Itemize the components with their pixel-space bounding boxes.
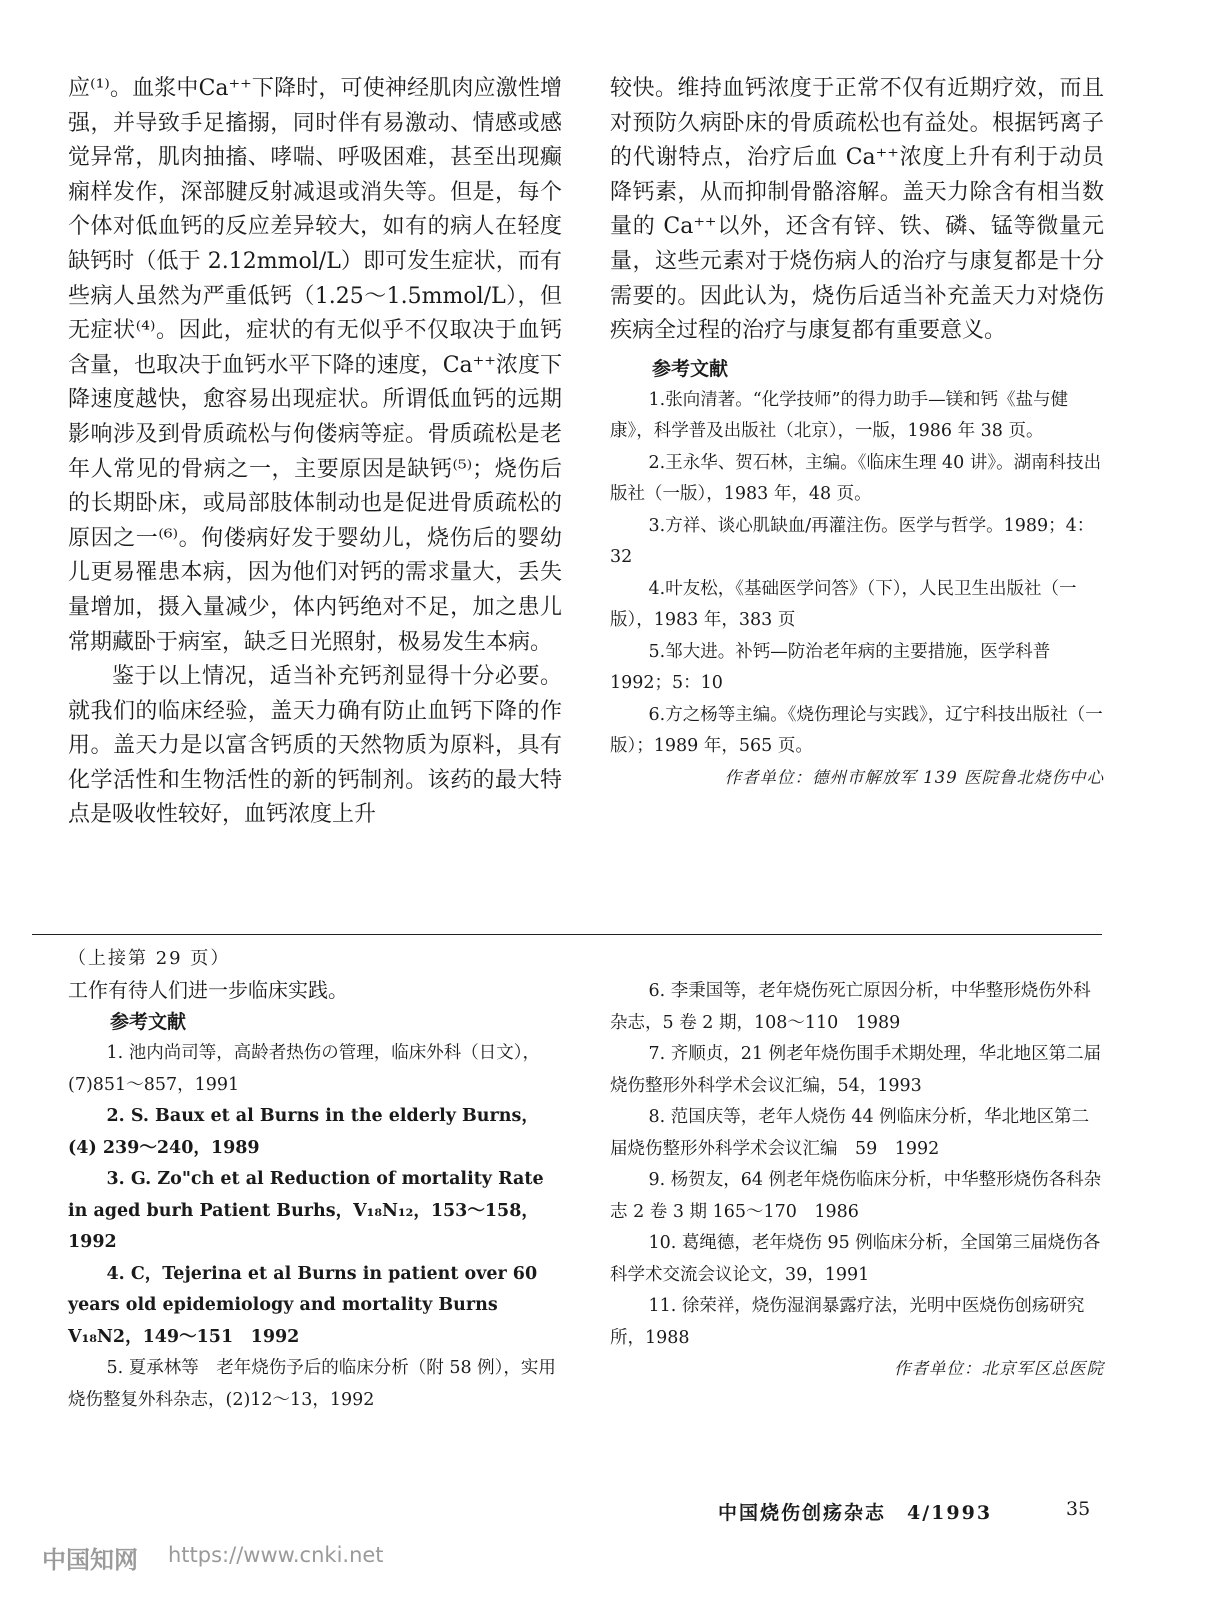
body-paragraph-3: 较快。维持血钙浓度于正常不仅有近期疗效，而且对预防久病卧床的骨质疏松也有益处。根据钙离子的代谢特点，治疗后血 Ca⁺⁺浓度上升有利于动员降钙素，从而抑制骨骼溶解。盖天力除含有相当数量的 Ca⁺⁺以外，还含有锌、铁、磷、锰等微量元量，这些元素对于烧伤病人的治疗与康复都是十分需要的。因此认为，烧伤后适当补充盖天力对烧伤疾病全过程的治疗与康复都有重要意义。: [610, 76, 1104, 344]
reference-item: 4.叶友松，《基础医学问答》（下），人民卫生出版社（一版），1983 年，383 页: [610, 578, 1077, 631]
reference-item: 1.张向清著。“化学技师”的得力助手—镁和钙《盐与健康》，科学普及出版社（北京），一版，1986 年 38 页。: [610, 389, 1069, 442]
reference-item: 11. 徐荣祥，烧伤湿润暴露疗法，光明中医烧伤创疡研究所，1988: [610, 1296, 1085, 1348]
reference-item: 6.方之杨等主编。《烧伤理论与实践》，辽宁科技出版社（一版）；1989 年，565 页。: [610, 704, 1103, 757]
cnki-logo: 中国知网: [42, 1546, 138, 1574]
top-right-column: [610, 72, 1104, 793]
reference-item: 4. C，Tejerina et al Burns in patient over 60 years old epidemiology and mortality Burns V₁₈N2，149～151 1992: [68, 1263, 538, 1347]
reference-item: 1. 池内尚司等，高龄者热伤の管理，临床外科（日文），(7)851～857，1991: [68, 1043, 541, 1095]
reference-item: 8. 范国庆等，老年人烧伤 44 例临床分析，华北地区第二届烧伤整形外科学术会议汇编 59 1992: [610, 1107, 1090, 1159]
bottom-left-column: [68, 944, 562, 1416]
reference-item: 10. 葛绳德，老年烧伤 95 例临床分析，全国第三届烧伤各科学术交流会议论文，39，1991: [610, 1233, 1101, 1285]
reference-item: 9. 杨贺友，64 例老年烧伤临床分析，中华整形烧伤各科杂志 2 卷 3 期 165～170 1986: [610, 1170, 1102, 1222]
reference-item: 7. 齐顺贞，21 例老年烧伤围手术期处理，华北地区第二届烧伤整形外科学术会议汇编，54，1993: [610, 1044, 1102, 1096]
reference-item: 6. 李秉国等，老年烧伤死亡原因分析，中华整形烧伤外科杂志，5 卷 2 期，108～110 1989: [610, 981, 1091, 1033]
top-left-column: [68, 72, 562, 833]
cnki-url: https://www.cnki.net: [168, 1543, 384, 1567]
body-line: 工作有待人们进一步临床实践。: [68, 978, 348, 1002]
journal-name: 中国烧伤创疡杂志 4/1993: [718, 1502, 993, 1524]
references-title: 参考文献: [110, 1011, 187, 1033]
bottom-right-column: [610, 976, 1104, 1384]
reference-item: 5. 夏承林等 老年烧伤予后的临床分析（附 58 例），实用烧伤整复外科杂志，(2)12～13，1992: [68, 1358, 556, 1410]
reference-item: 5.邹大进。补钙—防治老年病的主要措施，医学科普 1992；5：10: [610, 641, 1051, 694]
author-affiliation: 作者单位：德州市解放军 139 医院鲁北烧伤中心: [724, 767, 1104, 787]
reference-item: 2. S. Baux et al Burns in the elderly Burns，(4) 239～240，1989: [68, 1106, 539, 1158]
references-title: 参考文献: [652, 357, 729, 380]
page-number: 35: [1066, 1498, 1091, 1520]
section-divider: [32, 934, 1102, 935]
reference-item: 2.王永华、贺石林，主编。《临床生理 40 讲》。湖南科技出版社（一版），1983 年，48 页。: [610, 452, 1102, 505]
body-paragraph-1: 应⁽¹⁾。血浆中Ca⁺⁺下降时，可使神经肌肉应激性增强，并导致手足搐搦，同时伴有易激动、情感或感觉异常，肌肉抽搐、哮喘、呼吸困难，甚至出现癫痫样发作，深部腱反射减退或消失等。但是，每个个体对低血钙的反应差异较大，如有的病人在轻度缺钙时（低于 2.12mmol/L）即可发生症状，而有些病人虽然为严重低钙（1.25～1.5mmol/L），但无症状⁽⁴⁾。因此，症状的有无似乎不仅取决于血钙含量，也取决于血钙水平下降的速度，Ca⁺⁺浓度下降速度越快，愈容易出现症状。所谓低血钙的远期影响涉及到骨质疏松与佝偻病等症。骨质疏松是老年人常见的骨病之一，主要原因是缺钙⁽⁵⁾；烧伤后的长期卧床，或局部肢体制动也是促进骨质疏松的原因之一⁽⁶⁾。佝偻病好发于婴幼儿，烧伤后的婴幼儿更易罹患本病，因为他们对钙的需求量大，丢失量增加，摄入量减少，体内钙绝对不足，加之患儿常期藏卧于病室，缺乏日光照射，极易发生本病。: [68, 76, 562, 655]
body-paragraph-2: 鉴于以上情况，适当补充钙剂显得十分必要。就我们的临床经验，盖天力确有防止血钙下降的作用。盖天力是以富含钙质的天然物质为原料，具有化学活性和生物活性的新的钙制剂。该药的最大特点是吸收性较好，血钙浓度上升: [68, 664, 562, 828]
reference-item: 3.方祥、谈心肌缺血/再灌注伤。医学与哲学。1989；4：32: [610, 515, 1095, 568]
author-affiliation: 作者单位：北京军区总医院: [894, 1359, 1104, 1378]
reference-item: 3. G. Zo"ch et al Reduction of mortality Rate in aged burh Patient Burhs，V₁₈N₁₂，153～158，1992: [68, 1169, 544, 1252]
continued-from-label: （上接第 29 页）: [68, 948, 231, 969]
